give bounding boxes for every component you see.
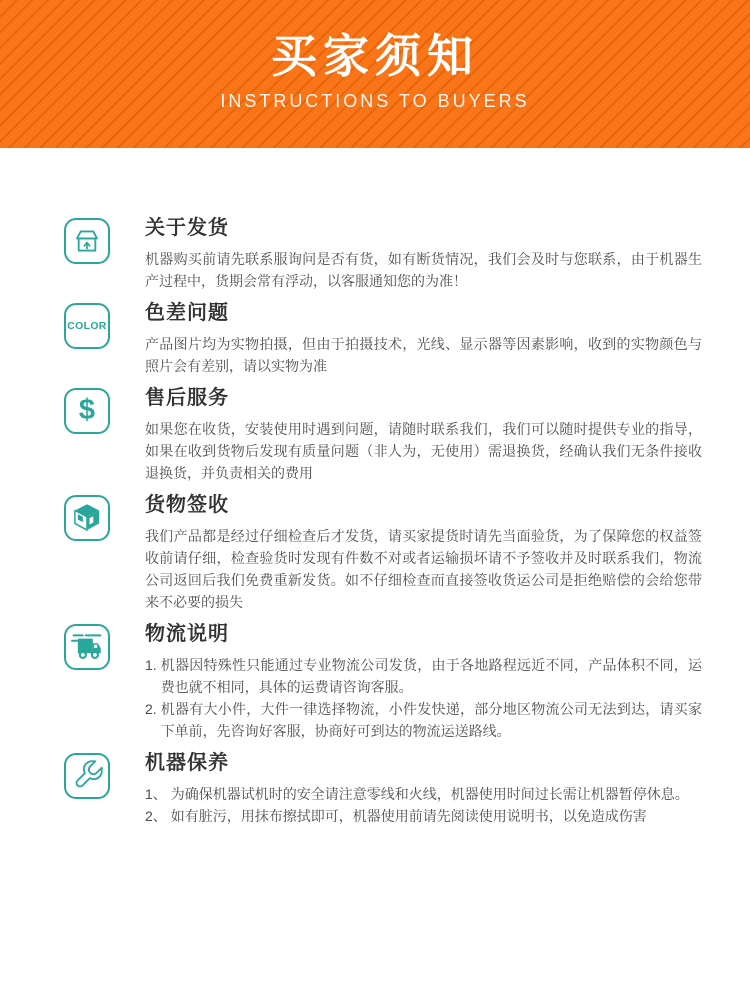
- section-title: 机器保养: [145, 752, 229, 774]
- section-logistics: [64, 624, 702, 742]
- section-title: 货物签收: [145, 494, 229, 516]
- section-title: 关于发货: [145, 217, 229, 239]
- section-goods-receipt: [64, 495, 702, 613]
- list-item: 2、 如有脏污，用抹布擦拭即可，机器使用前请先阅读使用说明书，以免造成伤害: [145, 808, 647, 824]
- page-header-banner: [0, 0, 750, 148]
- section-title: 售后服务: [145, 387, 229, 409]
- list-item: 1、 为确保机器试机时的安全请注意零线和火线，机器使用时间过长需让机器暂停休息。: [145, 786, 689, 802]
- section-title: 色差问题: [145, 302, 229, 324]
- section-paragraph: 产品图片均为实物拍摄，但由于拍摄技术，光线、显示器等因素影响，收到的实物颜色与照片会有差别，请以实物为准: [145, 336, 702, 374]
- section-color-difference: [64, 303, 702, 377]
- package-icon: [64, 218, 110, 264]
- section-title: 物流说明: [145, 623, 229, 645]
- section-maintenance: [64, 753, 702, 827]
- cube-icon: [64, 495, 110, 541]
- truck-icon: [64, 624, 110, 670]
- dollar-icon-glyph: $: [78, 393, 96, 426]
- color-icon-label: COLOR: [67, 320, 107, 332]
- section-after-sales: [64, 388, 702, 484]
- section-paragraph: 如果您在收货，安装使用时遇到问题，请随时联系我们，我们可以随时提供专业的指导，如果在收到货物后发现有质量问题（非人为，无使用）需退换货，经确认我们无条件接收退换货，并负责相关的费用: [145, 421, 702, 481]
- page-title: 买家须知: [271, 30, 479, 82]
- logistics-list: [145, 654, 702, 742]
- list-item: 2. 机器有大小件，大件一律选择物流，小件发快递，部分地区物流公司无法到达，请买家下单前，先咨询好客服，协商好可到达的物流运送路线。: [145, 701, 702, 739]
- list-item: 1. 机器因特殊性只能通过专业物流公司发货，由于各地路程远近不同，产品体积不同，运费也就不相同，具体的运费请咨询客服。: [145, 657, 702, 695]
- section-shipping: [64, 218, 702, 292]
- notice-sections: [0, 148, 750, 827]
- maintenance-list: [145, 783, 702, 827]
- section-paragraph: 机器购买前请先联系服询问是否有货，如有断货情况，我们会及时与您联系，由于机器生产过程中，货期会常有浮动，以客服通知您的为准！: [145, 251, 702, 289]
- color-icon: [64, 303, 110, 349]
- dollar-icon: [64, 388, 110, 434]
- wrench-icon: [64, 753, 110, 799]
- section-paragraph: 我们产品都是经过仔细检查后才发货，请买家提货时请先当面验货，为了保障您的权益签收前请仔细，检查验货时发现有件数不对或者运输损坏请不予签收并及时联系我们，物流公司返回后我们免费重新发货。如不仔细检查而直接签收货运公司是拒绝赔偿的会给您带来不必要的损失: [145, 528, 702, 610]
- page-subtitle: INSTRUCTIONS TO BUYERS: [220, 91, 530, 111]
